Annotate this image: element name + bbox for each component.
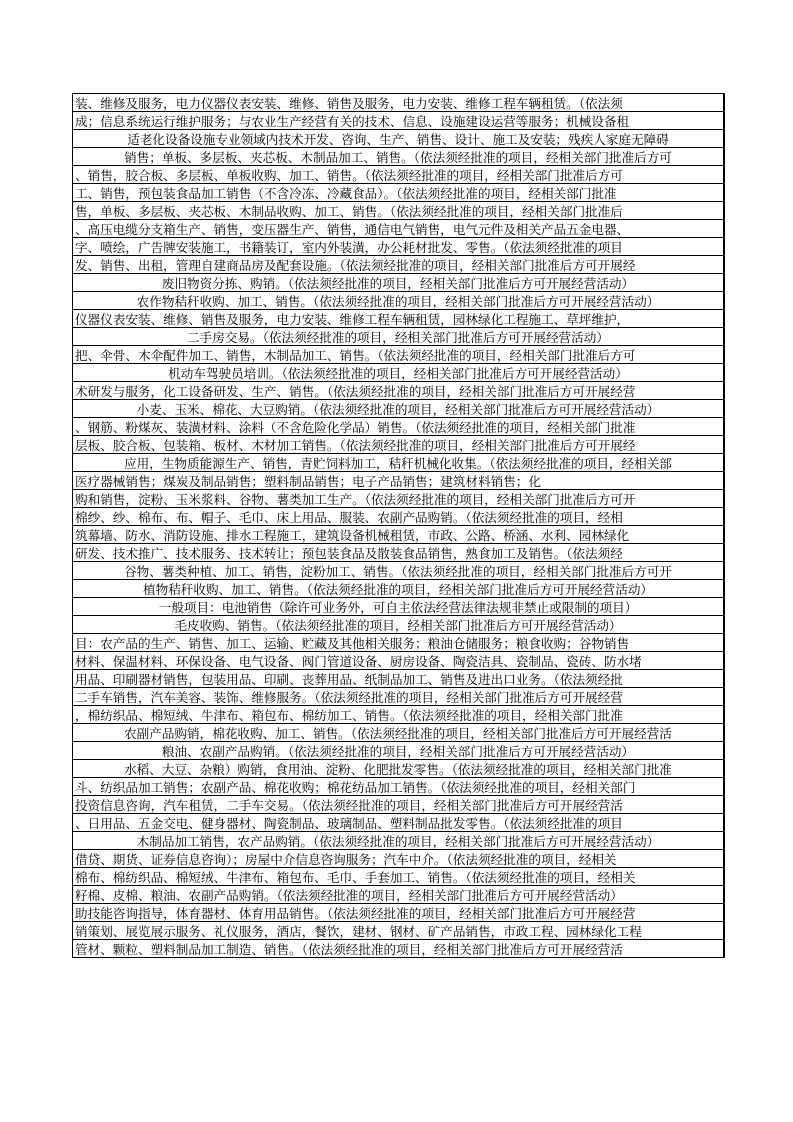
table-row [72,597,723,616]
cell-text: 筑幕墙、防水、消防设施、排水工程施工，建筑设备机械租赁，市政、公路、桥涵、水利、园林绿化 [75,528,630,543]
table-row [72,363,723,382]
cell-text: 水稻、大豆、杂粮）购销，食用油、淀粉、化肥批发零售。（依法须经批准的项目，经相关部门批准 [124,762,672,777]
table-row [72,633,723,652]
cell-text: 借贷、期货、证券信息咨询）；房屋中介信息咨询服务；汽车中介。（依法须经批准的项目，经相关 [75,852,617,867]
table-row [72,381,723,400]
table-row [72,201,723,220]
cell-text: 、日用品、五金交电、健身器材、陶瓷制品、玻璃制品、塑料制品批发零售。（依法须经批准的项目 [75,816,623,831]
table-row [72,867,723,886]
cell-text: 把、伞骨、木伞配件加工、销售，木制品加工、销售。（依法须经批准的项目，经相关部门批准后方可 [75,348,636,363]
table-row [72,147,723,166]
cell-text: 装、维修及服务，电力仪器仪表安装、维修、销售及服务，电力安装、维修工程车辆租赁。（依法须 [75,96,623,111]
table-row [72,777,723,796]
cell-text: 字、喷绘，广告牌安装施工，书籍装订，室内外装潢，办公耗材批发、零售。（依法须经批准的项目 [75,240,623,255]
table-row [72,903,723,922]
table-row [72,273,723,292]
table-row [72,669,723,688]
cell-text: 研发、技术推广、技术服务、技术转让；预包装食品及散装食品销售，熟食加工及销售。（依法须经 [75,546,623,561]
table-row [72,291,723,310]
table-row [72,759,723,778]
table-row [72,255,723,274]
cell-text: 医疗器械销售；煤炭及制品销售；塑料制品销售；电子产品销售；建筑材料销售；化 [75,474,541,489]
cell-text: 棉纱、纱、棉布、布、帽子、毛巾、床上用品、服装、农副产品购销。（依法须经批准的项目，经相 [75,510,623,525]
cell-text: 木制品加工销售，农产品购销。（依法须经批准的项目，经相关部门批准后方可开展经营活动） [136,834,660,849]
cell-text: 售，单板、多层板、夹芯板、木制品收购、加工、销售。（依法须经批准的项目，经相关部门批准后 [75,204,623,219]
table-row [72,831,723,850]
cell-text: 机动车驾驶员培训。（依法须经批准的项目，经相关部门批准后方可开展经营活动） [168,366,628,381]
table-row [72,921,723,940]
table-row [72,453,723,472]
cell-text: 籽棉、皮棉、粮油、农副产品购销。（依法须经批准的项目，经相关部门批准后方可开展经营活动） [75,888,623,903]
table-row [72,579,723,598]
cell-text: 二手房交易。（依法须经批准的项目，经相关部门批准后方可开展经营活动） [187,330,609,345]
cell-text: 、高压电缆分支箱生产、销售，变压器生产、销售，通信电气销售，电气元件及相关产品五金电器、 [75,222,630,237]
table-row [72,471,723,490]
cell-text: ，棉纺织品、棉短绒、牛津布、箱包布、棉纺加工、销售。（依法须经批准的项目，经相关部门批准 [75,708,623,723]
table-row [72,543,723,562]
cell-text: 废旧物资分拣、购销。（依法须经批准的项目，经相关部门批准后方可开展经营活动） [161,276,635,291]
table-row [72,111,723,130]
table-row [72,309,723,328]
cell-text: 工、销售，预包装食品加工销售（不含冷冻、冷藏食品）。（依法须经批准的项目，经相关部门批准 [75,186,617,201]
cell-text: 助技能咨询指导，体育器材、体育用品销售。（依法须经批准的项目，经相关部门批准后方可开展经营 [75,906,636,921]
cell-text: 投资信息咨询，汽车租赁，二手车交易。（依法须经批准的项目，经相关部门批准后方可开展经营活 [75,798,623,813]
table-row [72,705,723,724]
cell-text: 目：农产品的生产、销售、加工、运输、贮藏及其他相关服务；粮油仓储服务；粮食收购；谷物销售 [75,636,630,651]
cell-text: 棉布、棉纺织品、棉短绒、牛津布、箱包布、毛巾、手套加工、销售。（依法须经批准的项目，经相关 [75,870,636,885]
cell-text: 管材、颗粒、塑料制品加工制造、销售。（依法须经批准的项目，经相关部门批准后方可开展经营活 [75,942,623,957]
cell-text: 、钢筋、粉煤灰、装潢材料、涂料（不含危险化学品）销售。（依法须经批准的项目，经相关部门批准 [75,420,636,435]
cell-text: 毛皮收购、销售。（依法须经批准的项目，经相关部门批准后方可开展经营活动） [174,618,622,633]
table-row [72,687,723,706]
table-row [72,795,723,814]
cell-text: 材料、保温材料、环保设备、电气设备、阀门管道设备、厨房设备、陶瓷洁具、瓷制品、瓷砖、防水堵 [75,654,642,669]
table-row [72,345,723,364]
table-row [72,507,723,526]
cell-text: 销策划、展览展示服务、礼仪服务，酒店，餐饮，建材、钢材、矿产品销售，市政工程、园林绿化工程 [75,924,642,939]
table-row [72,327,723,346]
cell-text: 农副产品购销，棉花收购、加工、销售。（依法须经批准的项目，经相关部门批准后方可开展经营活 [124,726,672,741]
table-row [72,561,723,580]
table-row [72,183,723,202]
cell-text: 发、销售、出租，管理自建商品房及配套设施。（依法须经批准的项目，经相关部门批准后方可开展经 [75,258,636,273]
table-row [72,435,723,454]
table-row [72,417,723,436]
cell-text: 二手车销售，汽车美容、装饰、维修服务。（依法须经批准的项目，经相关部门批准后方可开展经营 [75,690,623,705]
cell-text: 一般项目：电池销售（除许可业务外，可自主依法经营法律法规非禁止或限制的项目） [158,600,638,615]
cell-text: 植物秸秆收购、加工、销售。（依法须经批准的项目，经相关部门批准后方可开展经营活动） [142,582,654,597]
table-row [72,849,723,868]
table-row [72,399,723,418]
table-row [72,525,723,544]
cell-text: 适老化设备设施专业领域内技术开发、咨询、生产、销售、设计、施工及安装；残疾人家庭无障碍 [127,132,669,147]
table-row [72,741,723,760]
table-row [72,219,723,238]
text-table [72,93,725,958]
table-row [72,885,723,904]
table-row [72,129,723,148]
table-row [72,165,723,184]
cell-text: 应用，生物质能源生产、销售，青贮饲料加工，秸秆机械化收集。（依法须经批准的项目，经相关部 [124,456,672,471]
cell-text: 层板、胶合板、包装箱、板材、木材加工销售。（依法须经批准的项目，经相关部门批准后方可开展经 [75,438,636,453]
table-row [72,723,723,742]
cell-text: 销售；单板、多层板、夹芯板、木制品加工、销售。（依法须经批准的项目，经相关部门批准后方可 [124,150,672,165]
cell-text: 用品、印刷器材销售，包装用品、印刷、丧葬用品、纸制品加工、销售及进出口业务。（依法须经批 [75,672,623,687]
table-row [72,651,723,670]
table-row [72,93,723,112]
table-row [72,237,723,256]
table-row [72,615,723,634]
table-row [72,489,723,508]
cell-text: 、销售，胶合板、多层板、单板收购、加工、销售。（依法须经批准的项目，经相关部门批准后方可 [75,168,623,183]
cell-text: 小麦、玉米、棉花、大豆购销。（依法须经批准的项目，经相关部门批准后方可开展经营活动） [136,402,660,417]
cell-text: 斗、纺织品加工销售；农副产品、棉花收购；棉花纺品加工销售。（依法须经批准的项目，经相关部门 [75,780,636,795]
cell-text: 购和销售，淀粉、玉米浆料、谷物、薯类加工生产。（依法须经批准的项目，经相关部门批准后方可开 [75,492,636,507]
cell-text: 农作物秸秆收购、加工、销售。（依法须经批准的项目，经相关部门批准后方可开展经营活动） [136,294,660,309]
table-row [72,939,723,958]
table-row [72,813,723,832]
cell-text: 仪器仪表安装、维修、销售及服务，电力安装、维修工程车辆租赁，园林绿化工程施工、草坪维护， [75,312,630,327]
cell-text: 粮油、农副产品购销。（依法须经批准的项目，经相关部门批准后方可开展经营活动） [161,744,635,759]
cell-text: 谷物、薯类种植、加工、销售，淀粉加工、销售。（依法须经批准的项目，经相关部门批准后方可开 [124,564,672,579]
cell-text: 术研发与服务，化工设备研发、生产、销售。（依法须经批准的项目，经相关部门批准后方可开展经营 [75,384,636,399]
cell-text: 成；信息系统运行维护服务；与农业生产经营有关的技术、信息、设施建设运营等服务；机械设备租 [75,114,630,129]
